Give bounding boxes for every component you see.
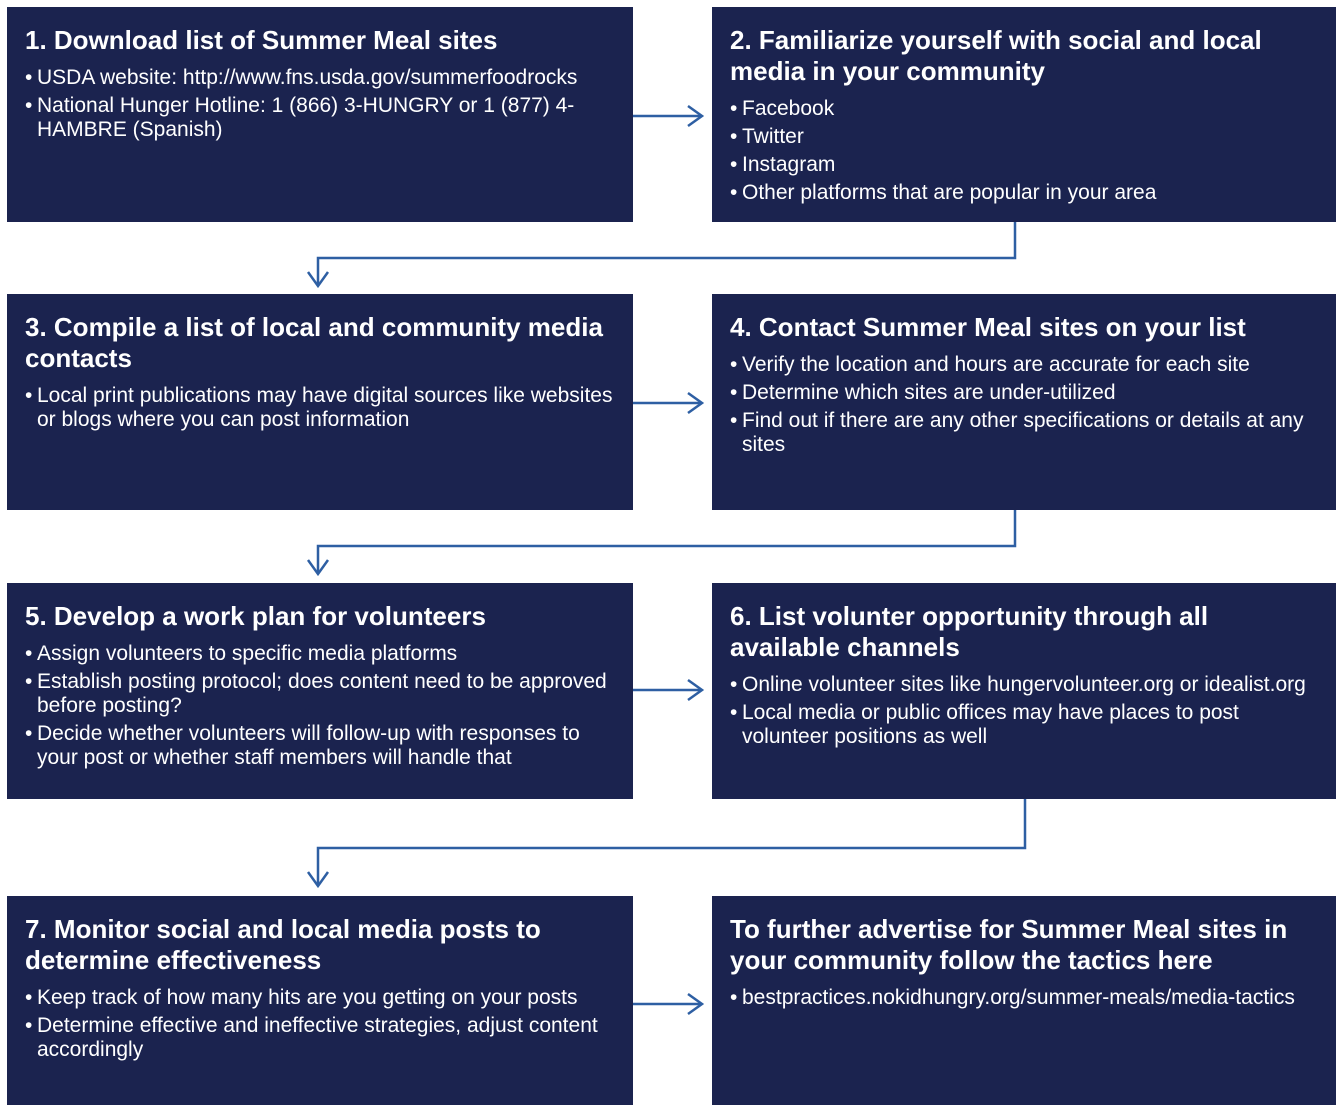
step-1-title: 1. Download list of Summer Meal sites xyxy=(25,25,498,55)
step-2-box xyxy=(712,7,1336,222)
step-2-title: 2. Familiarize yourself with social and local media in your community xyxy=(730,25,1262,86)
step-1-item: • USDA website: http://www.fns.usda.gov/summerfoodrocks xyxy=(25,66,615,90)
step-6-box xyxy=(712,583,1336,799)
step-7-item: • Keep track of how many hits are you getting on your posts xyxy=(25,986,615,1010)
step-3-item: • Local print publications may have digital sources like websites or blogs where you can post information xyxy=(25,384,615,432)
step-7-list xyxy=(25,986,615,1062)
step-1-box xyxy=(7,7,633,222)
step-2-list xyxy=(730,97,1318,205)
step-5-item: • Establish posting protocol; does content need to be approved before posting? xyxy=(25,670,615,718)
step-1-item: • National Hunger Hotline: 1 (866) 3-HUNGRY or 1 (877) 4-HAMBRE (Spanish) xyxy=(25,94,615,142)
step-7-title: 7. Monitor social and local media posts to determine effectiveness xyxy=(25,914,541,975)
arrow-3-to-4 xyxy=(633,393,702,413)
step-6-item: • Local media or public offices may have places to post volunteer positions as well xyxy=(730,701,1318,749)
step-7-item: • Determine effective and ineffective strategies, adjust content accordingly xyxy=(25,1014,615,1062)
step-1-list xyxy=(25,66,615,142)
step-6-item: • Online volunteer sites like hungervolunteer.org or idealist.org xyxy=(730,673,1318,697)
step-7-box xyxy=(7,896,633,1105)
elbow-4-to-5 xyxy=(308,510,1015,574)
arrow-5-to-6 xyxy=(633,680,702,700)
step-2-item: • Instagram xyxy=(730,153,1318,177)
step-4-title: 4. Contact Summer Meal sites on your list xyxy=(730,312,1246,342)
tactics-list xyxy=(730,986,1318,1010)
step-5-title: 5. Develop a work plan for volunteers xyxy=(25,601,486,631)
step-2-item: • Other platforms that are popular in your area xyxy=(730,181,1318,205)
step-3-title: 3. Compile a list of local and community media contacts xyxy=(25,312,603,373)
step-5-list xyxy=(25,642,615,770)
tactics-box xyxy=(712,896,1336,1105)
step-6-title: 6. List volunter opportunity through all available channels xyxy=(730,601,1209,662)
step-3-list xyxy=(25,384,615,432)
step-4-box xyxy=(712,294,1336,510)
step-4-item: • Verify the location and hours are accurate for each site xyxy=(730,353,1318,377)
step-4-item: • Find out if there are any other specifications or details at any sites xyxy=(730,409,1318,457)
step-5-box xyxy=(7,583,633,799)
tactics-link[interactable]: • bestpractices.nokidhungry.org/summer-meals/media-tactics xyxy=(730,986,1318,1010)
tactics-title: To further advertise for Summer Meal sites in your community follow the tactics here xyxy=(730,914,1288,975)
elbow-2-to-3 xyxy=(308,222,1015,286)
step-2-item: • Twitter xyxy=(730,125,1318,149)
step-3-box xyxy=(7,294,633,510)
step-6-list xyxy=(730,673,1318,749)
step-5-item: • Decide whether volunteers will follow-up with responses to your post or whether staff members will handle that xyxy=(25,722,615,770)
arrow-7-to-tactics xyxy=(633,994,702,1014)
elbow-6-to-7 xyxy=(308,799,1025,886)
arrow-1-to-2 xyxy=(633,106,702,126)
step-4-item: • Determine which sites are under-utilized xyxy=(730,381,1318,405)
step-4-list xyxy=(730,353,1318,457)
step-2-item: • Facebook xyxy=(730,97,1318,121)
step-5-item: • Assign volunteers to specific media platforms xyxy=(25,642,615,666)
